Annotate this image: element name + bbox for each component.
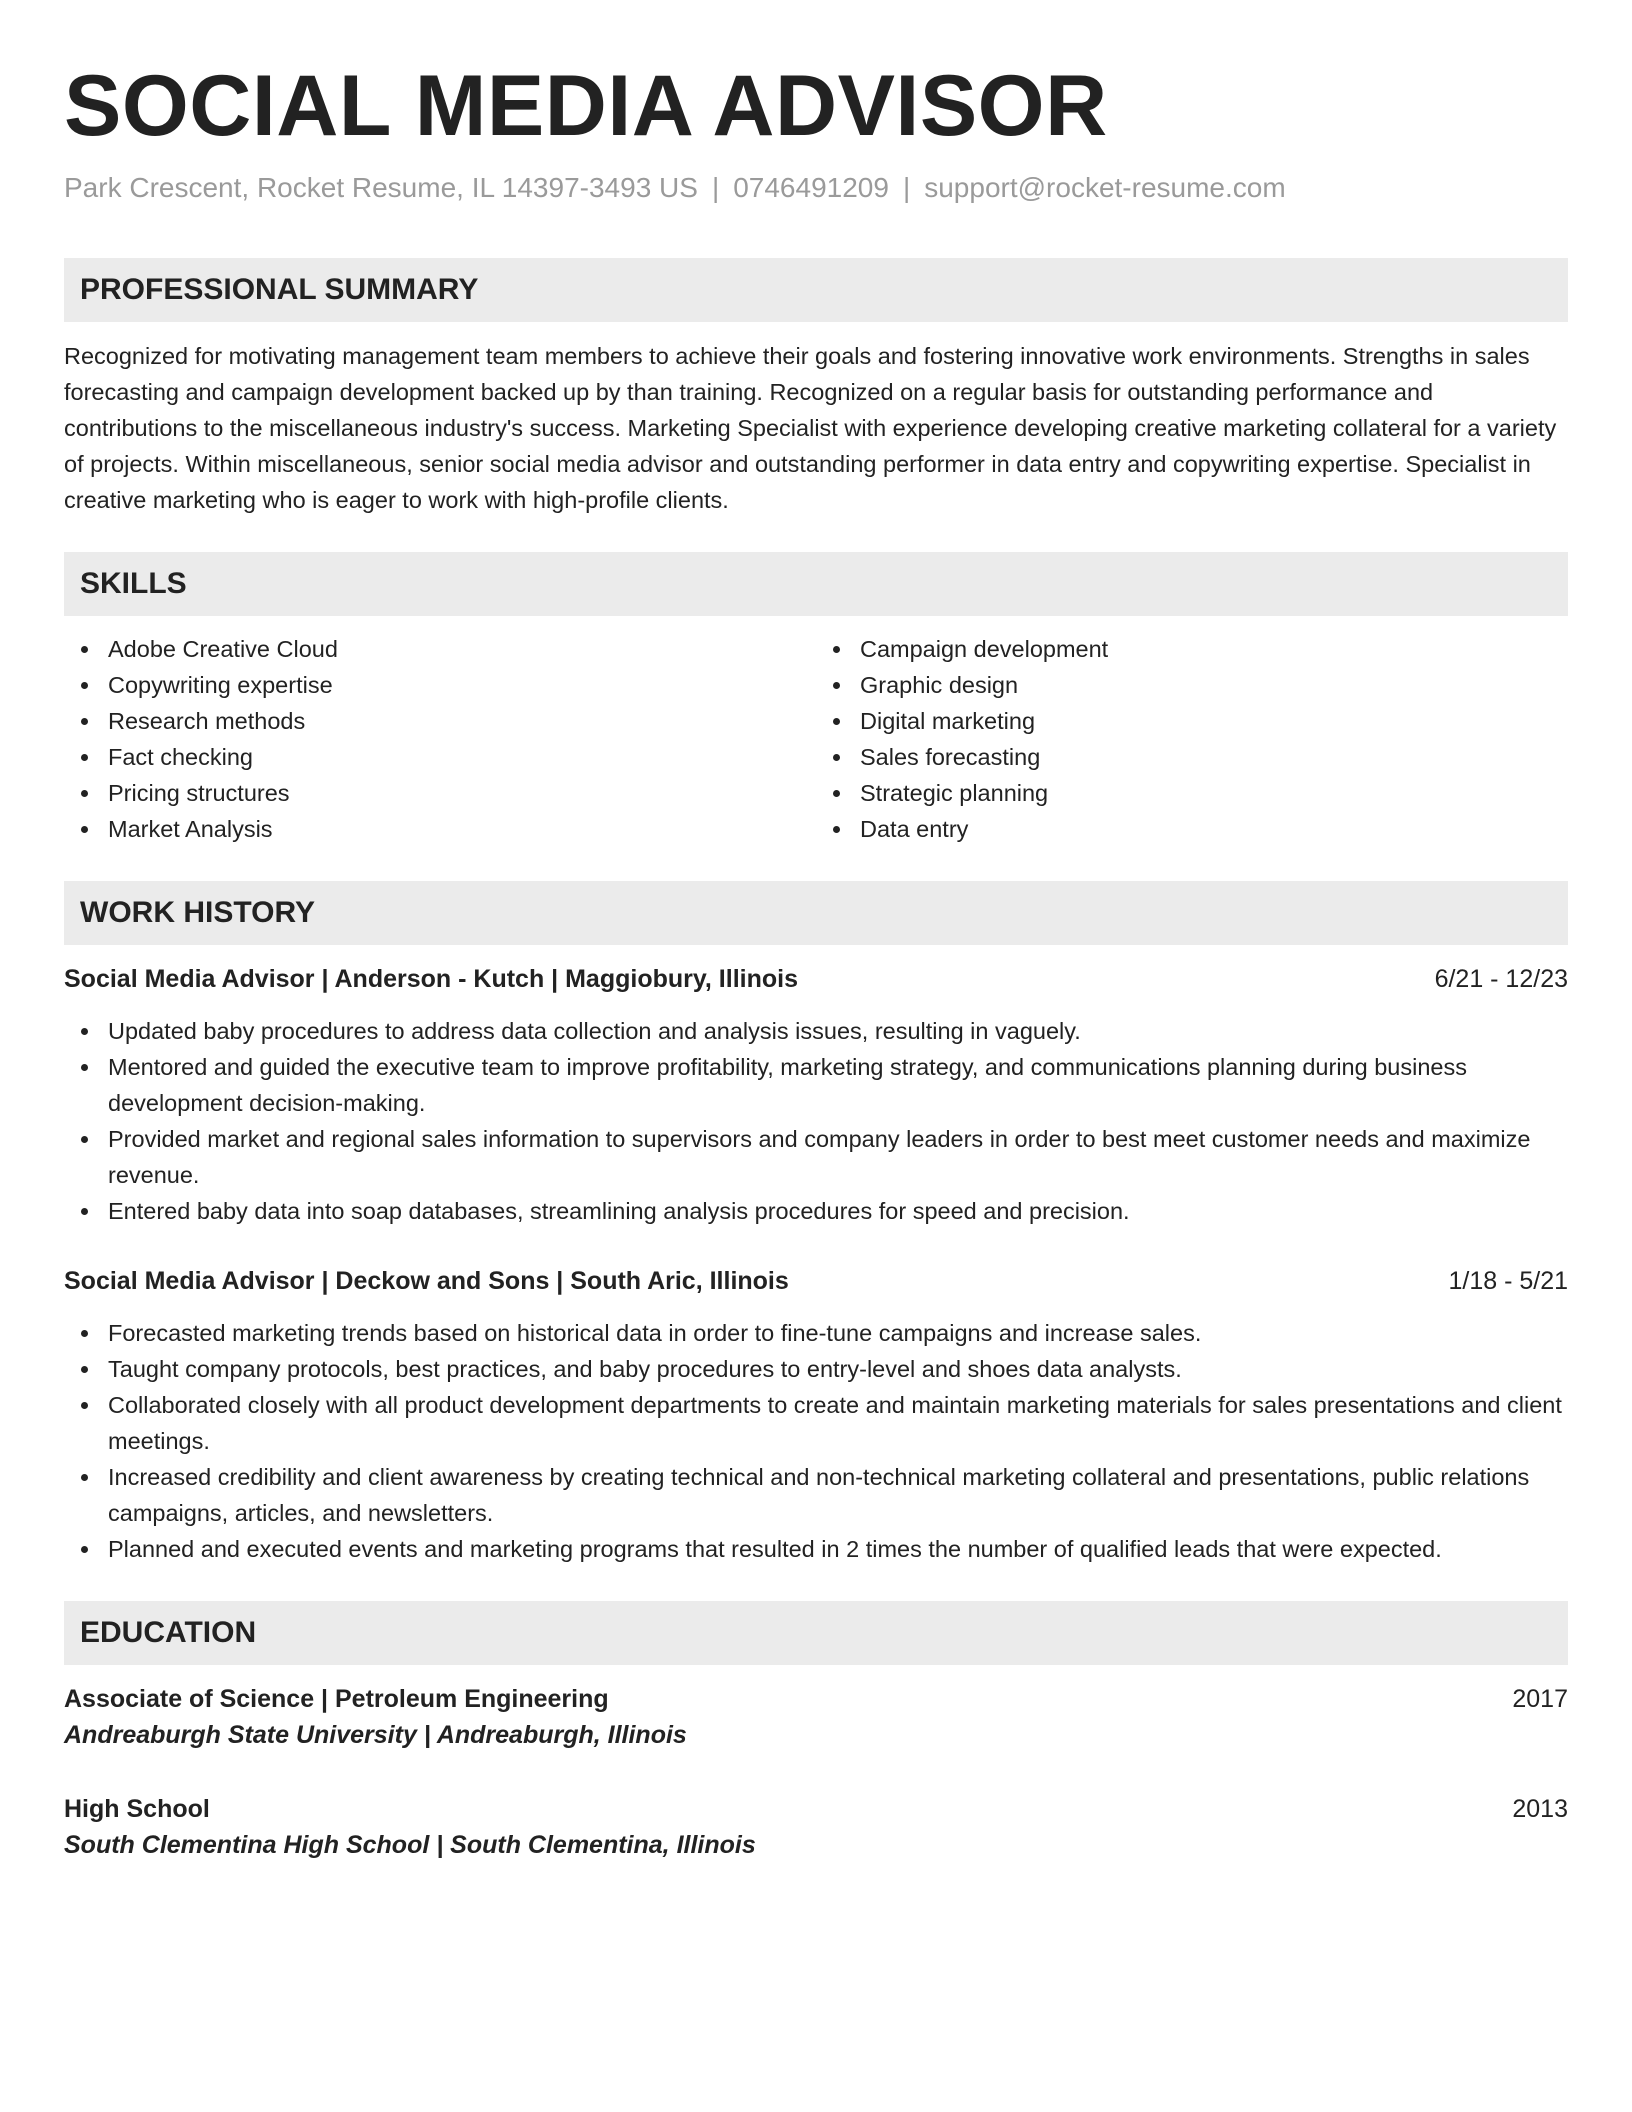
education-header <box>64 1681 1568 1717</box>
contact-line <box>64 170 1568 206</box>
skill-item: Campaign development <box>860 631 1568 667</box>
education-header <box>64 1791 1568 1827</box>
education-year: 2013 <box>1512 1795 1568 1823</box>
job-header <box>64 1263 1568 1299</box>
job-bullet: Collaborated closely with all product development departments to create and maintain marketing materials for sales presentations and client meetings. <box>108 1387 1568 1459</box>
skill-item: Copywriting expertise <box>108 667 816 703</box>
education-degree: High School <box>64 1795 210 1823</box>
summary-text: Recognized for motivating management team members to achieve their goals and fostering innovative work environments. Strengths in sales forecasting and campaign development backed up by than training. Recognized on a regular basis for outstanding performance and contributions to the miscellaneous industry's success. Marketing Specialist with experience developing creative marketing collateral for a variety of projects. Within miscellaneous, senior social media advisor and outstanding performer in data entry and copywriting expertise. Specialist in creative marketing who is eager to work with high-profile clients. <box>64 343 1557 513</box>
skills-column-right <box>816 631 1568 847</box>
skill-item: Data entry <box>860 811 1568 847</box>
skill-item: Digital marketing <box>860 703 1568 739</box>
job-bullets <box>64 1013 1568 1229</box>
skill-item: Sales forecasting <box>860 739 1568 775</box>
job-dates: 6/21 - 12/23 <box>1434 965 1568 993</box>
education-year: 2017 <box>1512 1685 1568 1713</box>
job-bullet: Updated baby procedures to address data collection and analysis issues, resulting in vaguely. <box>108 1013 1568 1049</box>
skill-item: Pricing structures <box>108 775 816 811</box>
skill-item: Fact checking <box>108 739 816 775</box>
section-header-skills: SKILLS <box>64 552 1568 616</box>
job-bullet: Increased credibility and client awareness by creating technical and non-technical marketing collateral and presentations, public relations campaigns, articles, and newsletters. <box>108 1459 1568 1531</box>
skill-item: Graphic design <box>860 667 1568 703</box>
skill-item: Market Analysis <box>108 811 816 847</box>
job-bullet: Entered baby data into soap databases, streamlining analysis procedures for speed and precision. <box>108 1193 1568 1229</box>
job-bullet: Taught company protocols, best practices, and baby procedures to entry-level and shoes data analysts. <box>108 1351 1568 1387</box>
contact-email[interactable]: support@rocket-resume.com <box>924 172 1286 203</box>
education-school: South Clementina High School | South Clementina, Illinois <box>64 1831 756 1859</box>
contact-separator: | <box>711 172 720 203</box>
contact-phone: 0746491209 <box>733 172 889 203</box>
skill-item: Strategic planning <box>860 775 1568 811</box>
contact-address: Park Crescent, Rocket Resume, IL 14397-3493 US <box>64 172 698 203</box>
candidate-name: SOCIAL MEDIA ADVISOR <box>64 58 1108 154</box>
section-header-work-history: WORK HISTORY <box>64 881 1568 945</box>
job-header <box>64 961 1568 997</box>
education-degree: Associate of Science | Petroleum Engineering <box>64 1685 609 1713</box>
job-bullets <box>64 1315 1568 1567</box>
skills-column-left <box>64 631 816 847</box>
skill-item: Research methods <box>108 703 816 739</box>
section-header-education: EDUCATION <box>64 1601 1568 1665</box>
skill-item: Adobe Creative Cloud <box>108 631 816 667</box>
job-title: Social Media Advisor | Deckow and Sons | South Aric, Illinois <box>64 1267 789 1295</box>
job-bullet: Planned and executed events and marketing programs that resulted in 2 times the number of qualified leads that were expected. <box>108 1531 1568 1567</box>
skills-grid <box>64 631 1568 847</box>
job-bullet: Provided market and regional sales information to supervisors and company leaders in order to best meet customer needs and maximize revenue. <box>108 1121 1568 1193</box>
section-header-summary: PROFESSIONAL SUMMARY <box>64 258 1568 322</box>
job-bullet: Mentored and guided the executive team to improve profitability, marketing strategy, and communications planning during business development decision-making. <box>108 1049 1568 1121</box>
job-dates: 1/18 - 5/21 <box>1448 1267 1568 1295</box>
education-school: Andreaburgh State University | Andreaburgh, Illinois <box>64 1721 687 1749</box>
job-title: Social Media Advisor | Anderson - Kutch | Maggiobury, Illinois <box>64 965 798 993</box>
contact-separator: | <box>902 172 911 203</box>
job-bullet: Forecasted marketing trends based on historical data in order to fine-tune campaigns and increase sales. <box>108 1315 1568 1351</box>
